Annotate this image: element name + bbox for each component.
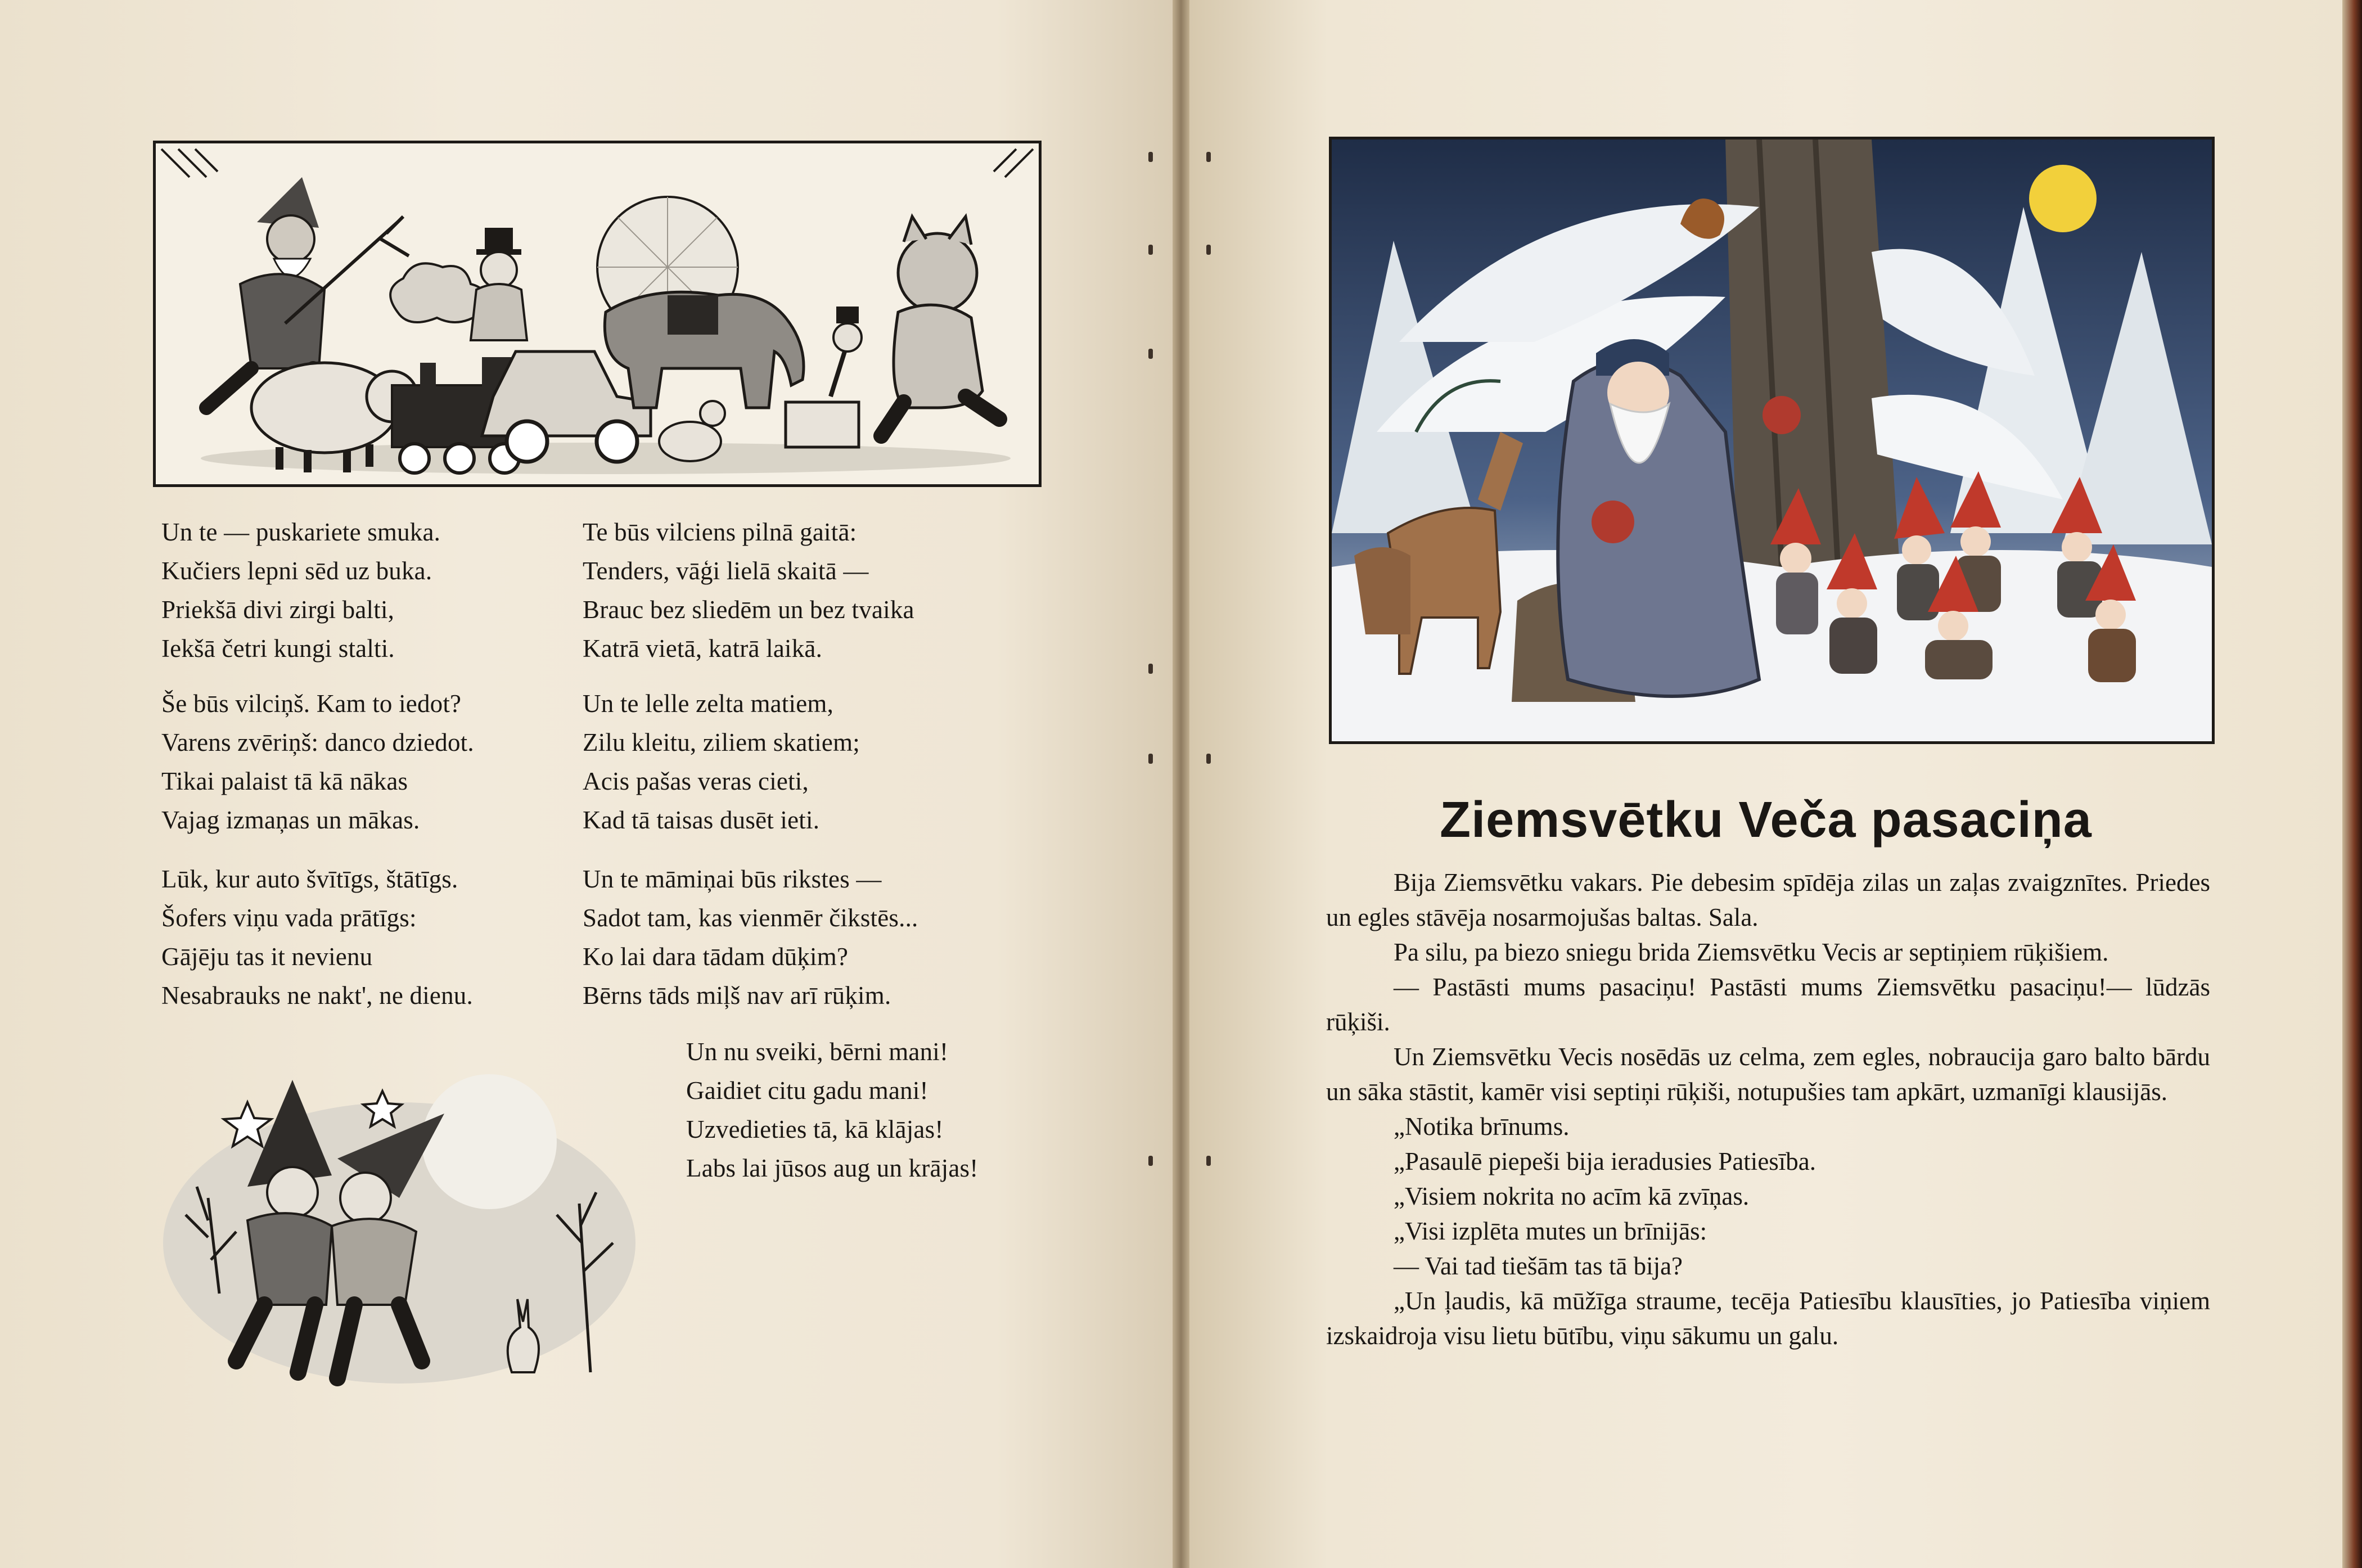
poem-line: Gaidiet citu gadu mani!: [686, 1076, 928, 1105]
poem-line: Gājēju tas it nevienu: [161, 943, 373, 971]
binding-stitch: [1148, 152, 1153, 162]
poem-line: Katrā vietā, katrā laikā.: [583, 634, 823, 663]
story-paragraph: Un Ziemsvētku Vecis nosēdās uz celma, zem egles, nobraucija garo balto bārdu un sāka stāstit, kamēr visi septiņi rūķiši, notupušies tam apkārt, uzmanīgi klausijās.: [1326, 1043, 2210, 1106]
poem-stanza: [583, 513, 914, 668]
story-paragraph: „Un ļaudis, kā mūžīga straume, tecēja Patiesību klausīties, jo Patiesība viņiem izskaidroja visu lietu būtību, viņu sākumu un galu.: [1326, 1287, 2210, 1350]
poem-line: Še būs vilciņš. Kam to iedot?: [161, 690, 462, 718]
dancing-gnomes-illustration: [152, 1057, 647, 1406]
poem-line: Ko lai dara tādam dūķim?: [583, 943, 849, 971]
poem-line: Kučiers lepni sēd uz buka.: [161, 557, 432, 585]
story-paragraph: Pa silu, pa biezo sniegu brida Ziemsvētku Vecis ar septiņiem rūķišiem.: [1394, 938, 2109, 966]
binding-stitch: [1148, 349, 1153, 359]
story-body: [1326, 865, 2210, 1353]
poem-line: Kad tā taisas dusēt ieti.: [583, 806, 820, 834]
poem-line: Zilu kleitu, ziliem skatiem;: [583, 728, 860, 756]
poem-line: Labs lai jūsos aug un krājas!: [686, 1154, 979, 1182]
binding-stitch: [1148, 245, 1153, 255]
poem-line: Un te lelle zelta matiem,: [583, 690, 834, 718]
poem-line: Šofers viņu vada prātīgs:: [161, 904, 417, 932]
poem-line: Sadot tam, kas vienmēr čikstēs...: [583, 904, 918, 932]
poem-line: Lūk, kur auto švītīgs, štātīgs.: [161, 865, 458, 893]
poem-line: Tenders, vāģi lielā skaitā —: [583, 557, 869, 585]
story-paragraph: — Pastāsti mums pasaciņu! Pastāsti mums Ziemsvētku pasaciņu!— lūdzās rūķiši.: [1326, 973, 2210, 1036]
poem-line: Te būs vilciens pilnā gaitā:: [583, 518, 857, 546]
poem-line: Bērns tāds miļš nav arī rūķim.: [583, 981, 891, 1010]
poem-closing-stanza: [686, 1033, 978, 1188]
story-paragraph: „Pasaulē piepeši bija ieradusies Patiesība.: [1394, 1147, 1816, 1175]
binding-stitch: [1148, 1156, 1153, 1166]
santa-forest-illustration: [1329, 137, 2215, 744]
binding-stitch: [1206, 245, 1211, 255]
story-paragraph: „Visiem nokrita no acīm kā zvīņas.: [1394, 1182, 1750, 1210]
story-paragraph: „Notika brīnums.: [1394, 1112, 1570, 1141]
poem-line: Un nu sveiki, bērni mani!: [686, 1038, 949, 1066]
story-title: Ziemsvētku Veča pasaciņa: [1440, 792, 2092, 848]
poem-line: Un te māmiņai būs rikstes —: [583, 865, 882, 893]
binding-stitch: [1206, 754, 1211, 764]
poem-line: Iekšā četri kungi stalti.: [161, 634, 395, 663]
poem-stanza: [161, 860, 473, 1015]
book-cover-edge: [2342, 0, 2362, 1568]
poem-line: Uzvedieties tā, kā klājas!: [686, 1115, 944, 1143]
binding-stitch: [1148, 754, 1153, 764]
poem-stanza: [583, 684, 860, 840]
poem-line: Un te — puskariete smuka.: [161, 518, 441, 546]
poem-stanza: [161, 513, 440, 668]
poem-line: Varens zvēriņš: danco dziedot.: [161, 728, 474, 756]
poem-line: Brauc bez sliedēm un bez tvaika: [583, 596, 914, 624]
poem-line: Acis pašas veras cieti,: [583, 767, 809, 795]
binding-stitch: [1206, 152, 1211, 162]
story-paragraph: — Vai tad tiešām tas tā bija?: [1394, 1252, 1683, 1280]
binding-stitch: [1206, 1156, 1211, 1166]
book-gutter: [1173, 0, 1189, 1568]
story-paragraph: Bija Ziemsvētku vakars. Pie debesim spīdēja zilas un zaļas zvaigznītes. Priedes un egles stāvēja nosarmojušas baltas. Sala.: [1326, 868, 2210, 931]
poem-line: Priekšā divi zirgi balti,: [161, 596, 395, 624]
poem-line: Tikai palaist tā kā nākas: [161, 767, 408, 795]
poem-stanza: [161, 684, 474, 840]
poem-line: Vajag izmaņas un mākas.: [161, 806, 420, 834]
poem-stanza: [583, 860, 918, 1015]
poem-line: Nesabrauks ne nakt', ne dienu.: [161, 981, 473, 1010]
story-paragraph: „Visi izplēta mutes un brīnijās:: [1394, 1217, 1707, 1245]
toys-parade-illustration: [153, 141, 1042, 487]
binding-stitch: [1148, 664, 1153, 674]
